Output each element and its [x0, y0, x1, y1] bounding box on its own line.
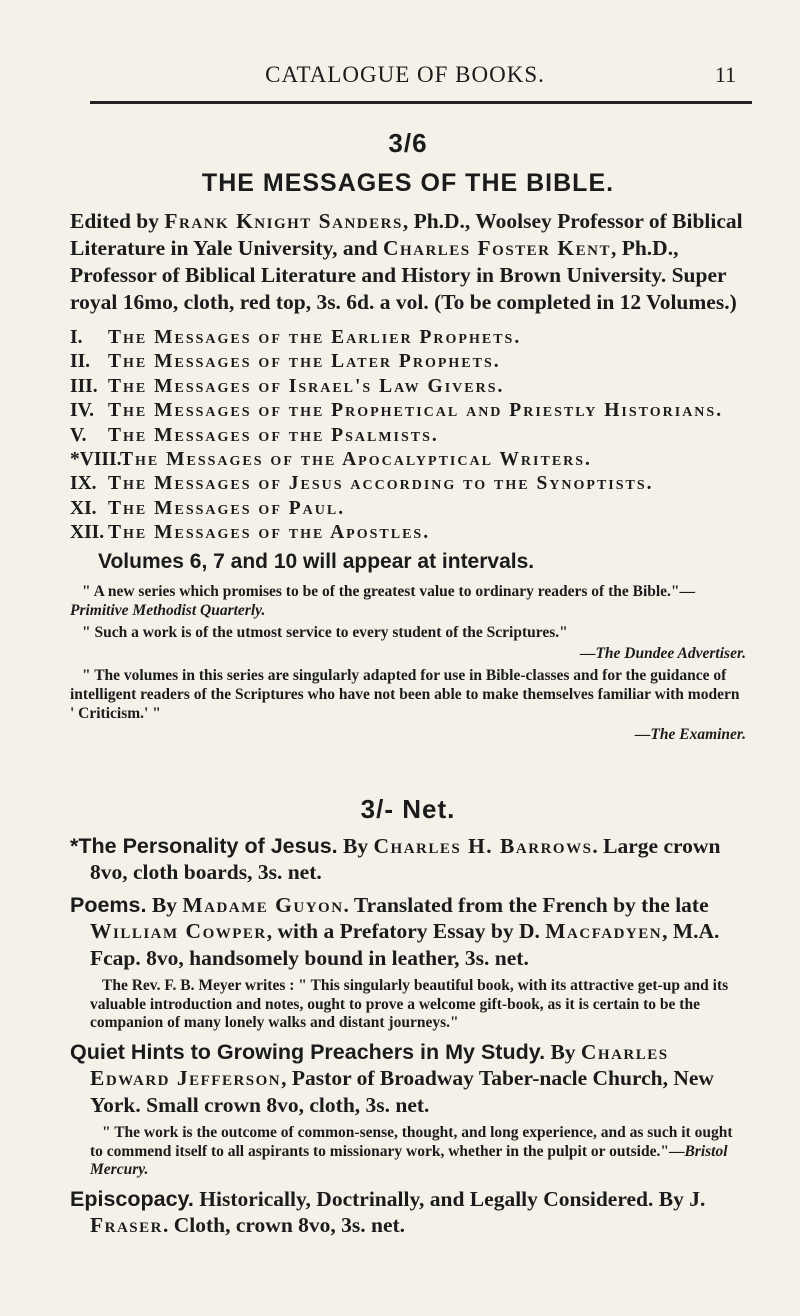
volume-item [70, 375, 746, 399]
book-entry [70, 892, 746, 972]
volume-item [70, 521, 746, 545]
book-entry [70, 1186, 746, 1239]
volume-title: The Messages of the Prophetical and Priestly Historians. [108, 400, 724, 422]
quote-text: " Such a work is of the utmost service to every student of the Scriptures." [82, 623, 568, 641]
volumes-note: Volumes 6, 7 and 10 will appear at intervals. [98, 549, 535, 573]
note-source: Bristol Mercury. [90, 1142, 728, 1179]
volume-number: XII. [70, 522, 105, 544]
volume-title: The Messages of Jesus according to the Synoptists. [108, 473, 654, 495]
section-price: 3/6 [388, 128, 428, 158]
volume-title: The Messages of Paul. [108, 497, 346, 519]
description-text: , Ph.D., Woolsey Professor of Biblical Literature in Yale University, and [70, 209, 743, 260]
author-name: Charles H. Barrows [373, 833, 593, 858]
volume-item [70, 448, 746, 472]
author-name: Macfadyen [545, 919, 663, 944]
quote-source: —The Examiner. [634, 725, 746, 743]
page-number: 11 [714, 62, 736, 87]
series-description [70, 208, 746, 316]
review-quote [70, 582, 746, 620]
series-title: THE MESSAGES OF THE BIBLE. [201, 169, 615, 197]
volume-item [70, 497, 746, 521]
note-text: " The work is the outcome of common-sense, thought, and long experience, and as such it ought to commend itself to all aspirants to missionary work, whether in the pulpit or outside."— [90, 1124, 733, 1160]
volume-number: IX. [70, 473, 97, 495]
volume-list [70, 326, 746, 546]
entry-note [90, 1124, 746, 1180]
description-text: Edited by [70, 209, 165, 233]
volume-item [70, 472, 746, 496]
book-title: Poems. [70, 892, 147, 917]
review-quote [70, 666, 746, 723]
quote-text: " A new series which promises to be of the greatest value to ordinary readers of the Bible."— [82, 582, 696, 600]
book-entry [70, 833, 746, 886]
review-quote [70, 623, 746, 642]
volume-item [70, 399, 746, 423]
entry-note: The Rev. F. B. Meyer writes : " This singularly beautiful book, with its attractive get-up and its valuable introduction and notes, ought to prove a welcome gift-book, as it is certain to be the companion of many lonely walks and distant journeys." [90, 977, 729, 1032]
book-title: *The Personality of Jesus. [70, 833, 338, 858]
quote-text: " The volumes in this series are singularly adapted for use in Bible-classes and for the guidance of intelligent readers of the Scriptures who have not been able to make themselves familiar with modern ' Criticism.' " [70, 666, 740, 722]
entry-text: , Pastor of Broadway Taber-nacle Church, New York. Small crown 8vo, cloth, 3s. net. [90, 1066, 714, 1117]
volume-number: III. [70, 375, 98, 397]
editor-name: Charles Foster Kent [382, 236, 611, 260]
volume-number: V. [70, 424, 87, 446]
volume-number: I. [70, 327, 83, 348]
entry-text: By [146, 892, 183, 917]
header-rule [90, 101, 752, 104]
entry-text: . Cloth, crown 8vo, 3s. net. [162, 1213, 406, 1238]
author-name: Charles Edward Jefferson [90, 1039, 669, 1091]
volume-number: IV. [70, 400, 95, 422]
volume-number: XI. [70, 497, 97, 519]
volume-item [70, 424, 746, 448]
volume-title: The Messages of the Psalmists. [108, 424, 439, 446]
quote-source: —The Dundee Advertiser. [579, 644, 746, 662]
running-head-title: CATALOGUE OF BOOKS. [265, 62, 545, 87]
editor-name: Frank Knight Sanders [164, 209, 403, 233]
volume-number: *VIII. [70, 449, 122, 471]
entry-text: . Large crown 8vo, cloth boards, 3s. net. [90, 833, 721, 885]
entry-text: Historically, Doctrinally, and Legally Considered. By J. [193, 1186, 706, 1211]
author-name: Fraser [90, 1213, 163, 1238]
volume-title: The Messages of the Apostles. [108, 522, 431, 544]
entry-text: By [545, 1039, 581, 1064]
entry-text: . Translated from the French by the late [343, 892, 709, 917]
volume-title: The Messages of the Earlier Prophets. [108, 327, 522, 348]
book-title: Quiet Hints to Growing Preachers in My Study. [70, 1039, 546, 1064]
section-price: 3/- Net. [360, 793, 456, 824]
page-content [70, 128, 746, 1245]
entry-text: By [337, 833, 374, 858]
author-name: William Cowper [90, 919, 267, 944]
volume-item [70, 326, 746, 350]
volume-item [70, 350, 746, 374]
quote-source: Primitive Methodist Quarterly. [70, 601, 266, 619]
running-head [70, 62, 740, 92]
book-entry [70, 1039, 746, 1119]
entry-text: , M.A. Fcap. 8vo, handsomely bound in leather, 3s. net. [90, 919, 720, 970]
entry-text: , with a Prefatory Essay by D. [266, 919, 546, 944]
author-name: Madame Guyon [182, 892, 344, 917]
description-text: , Ph.D., Professor of Biblical Literature and History in Brown University. Super royal 16mo, cloth, red top, 3s. 6d. a vol. (To be completed in 12 Volumes.) [70, 236, 737, 314]
volume-title: The Messages of Israel's Law Givers. [108, 375, 505, 397]
volume-title: The Messages of the Apocalyptical Writers. [120, 449, 592, 471]
volume-number: II. [70, 351, 91, 373]
volume-title: The Messages of the Later Prophets. [108, 351, 501, 373]
book-title: Episcopacy. [70, 1186, 194, 1211]
